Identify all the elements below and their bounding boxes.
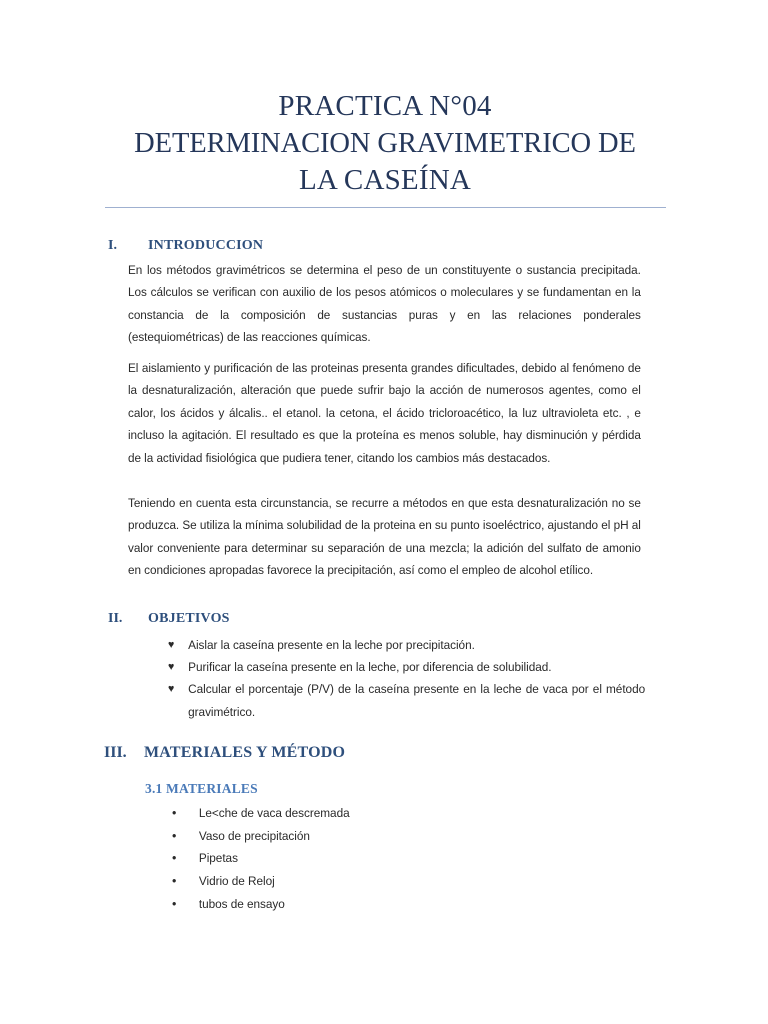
- heart-bullet-icon: ♥: [168, 661, 175, 674]
- section-numeral: II.: [108, 611, 123, 626]
- list-item-label: Pipetas: [198, 851, 238, 866]
- heart-bullet-icon: ♥: [168, 683, 175, 696]
- list-item-label: Aislar la caseína presente en la leche por precipitación.: [188, 638, 475, 652]
- dot-bullet-icon: •: [172, 827, 177, 843]
- list-item-label: Vaso de precipitación: [198, 828, 310, 843]
- materials-list: [172, 802, 572, 916]
- list-item-label: Purificar la caseína presente en la leche, por diferencia de solubilidad.: [188, 660, 552, 675]
- list-item: [172, 825, 556, 848]
- list-item-label: Calcular el porcentaje (P/V) de la caseína presente en la leche de vaca por el método gravimétrico.: [188, 682, 646, 719]
- title-line-1: PRACTICA N°04: [278, 90, 492, 122]
- title-divider-rule: [105, 207, 666, 208]
- dot-bullet-icon: •: [172, 805, 177, 820]
- section-heading-materiales-y-metodo: [104, 744, 345, 762]
- list-item-label: tubos de ensayo: [198, 896, 285, 911]
- dot-bullet-icon: •: [172, 850, 177, 866]
- intro-paragraph-2: El aislamiento y purificación de las proteinas presenta grandes dificultades, debido al fenómeno de la desnaturalización, alteración que puede sufrir bajo la acción de numerosos agentes, como el calor, los ácidos y álcalis.. el etanol. la cetona, el ácido tricloroacético, la luz ultravioleta etc. , e incluso la agitación. El resultado es que la proteína es menos soluble, hay disminución y pérdida de la actividad fisiológica que pudiera tener, citando los cambios más destacados.: [128, 361, 641, 465]
- objectives-list: [168, 634, 665, 723]
- list-item: [172, 893, 556, 916]
- section-heading-label: INTRODUCCION: [148, 238, 264, 253]
- heart-bullet-icon: ♥: [168, 639, 175, 651]
- section-heading-label: MATERIALES Y MÉTODO: [144, 744, 346, 761]
- section-heading-label: OBJETIVOS: [148, 611, 230, 626]
- section-numeral: I.: [108, 238, 117, 253]
- document-title: [105, 88, 665, 199]
- intro-paragraph-1: En los métodos gravimétricos se determina el peso de un constituyente o sustancia precipitada. Los cálculos se verifican con auxilio de los pesos atómicos o moleculares y se fundamentan en la constancia de la composición de sustancias puras y en las relaciones ponderales (estequiométricas) de las reacciones químicas.: [128, 263, 641, 345]
- section-heading-introduccion: [108, 238, 263, 254]
- list-item: [172, 802, 556, 825]
- list-item: [168, 656, 645, 678]
- list-item: [168, 678, 645, 722]
- intro-paragraph-3: Teniendo en cuenta esta circunstancia, se recurre a métodos en que esta desnaturalización no se produzca. Se utiliza la mínima solubilidad de la proteina en su punto isoeléctrico, ajustando el pH al valor conveniente para determinar su separación de una mezcla; la adición del sulfato de amonio en condiciones apropadas favorece la precipitación, así como el empleo de alcohol etílico.: [128, 496, 641, 578]
- title-line-3: LA CASEÍNA: [299, 164, 471, 196]
- list-item: [172, 870, 556, 893]
- list-item: [172, 847, 556, 870]
- section-heading-objetivos: [108, 611, 230, 627]
- subsection-heading-materiales: 3.1 MATERIALES: [145, 781, 258, 796]
- list-item-label: Vidrio de Reloj: [198, 874, 275, 889]
- section-numeral: III.: [104, 744, 127, 761]
- title-line-2: DETERMINACION GRAVIMETRICO DE: [134, 128, 636, 159]
- list-item: [168, 634, 645, 656]
- dot-bullet-icon: •: [172, 873, 177, 889]
- list-item-label: Le<che de vaca descremada: [198, 806, 350, 820]
- dot-bullet-icon: •: [172, 895, 177, 911]
